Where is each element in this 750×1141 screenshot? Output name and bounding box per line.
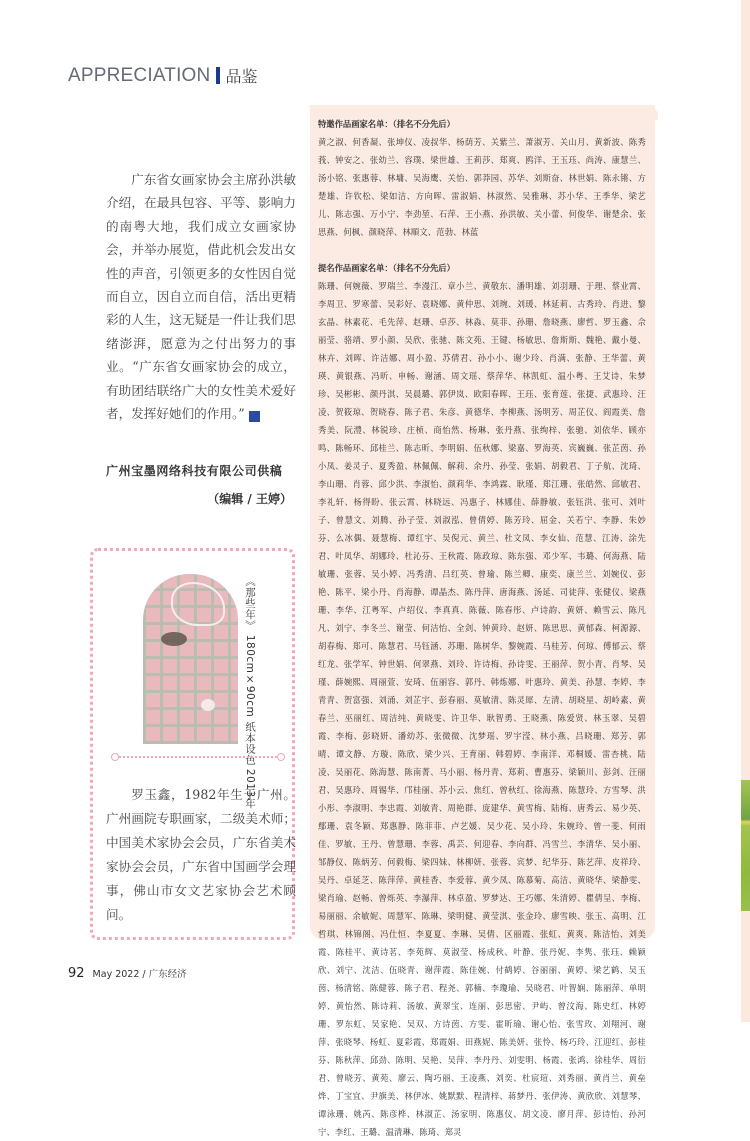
credit-block xyxy=(106,462,296,507)
artist-list-panel xyxy=(310,105,655,1137)
nominated-list-names: 陈珊、何婉薇、罗瑞兰、李漫江、章小兰、黄敬东、潘明雄、刘羽珊、于理、蔡业霄、李周卫、罗寒蕾、吴彩好、袁晓娜、黄仲思、刘琬、刘瑗、林延莉、古秀玲、肖进、黎玄晶、林素花、毛先萍、赵珊、卓莎、林淼、莫菲、孙珊、詹晓燕、廖哲、罗玉鑫、佘丽莹、骆靖、罗小颜、吴欣、张驰、陈文苑、王键、杨敏思、詹斯斯、魏艳、戴小曼、林卉、刘晖、许洁娜、周小盈、苏倩君、孙小小、谢少玲、肖满、张静、王华蕾、黄瑛、黄银燕、冯昕、申畅、谢涵、周文瑶、蔡萍华、林凯虹、温小粤、王艾诗、朱梦珍、吴彬彬、颜丹淇、吴晨璐、郭伊岚、欧阳春晖、王珏、张育莲、张捷、武惠玲、汪凌、贺筱琼、贺晓春、陈子君、朱彦、黄德华、李柳燕、汤明芳、周芷仪、阎霞美、詹秀美、阮澧、林锐珍、庄桢、商怡然、杨琳、张丹燕、张绚梓、张驰、刘依华、顾亦鸣、陈畅环、邱桂兰、陈志昕、李明娟、伍秋娜、梁嘉、罗海英、宾巍巍、张芷茵、孙小凤、姜灵子、夏秀盈、林佩佩、解莉、余丹、孙莹、张娟、胡毅君、丁子航、沈琦、李山珊、肖蓉、邱少洪、李淑怡、颜莉华、李鸿霖、耿瑾、郑江珊、张皓然、邱敏君、李礼轩、杨得盼、张云霄、林晓远、冯惠子、林娜佳、薛静敏、张钰洪、张可、刘叶子、曾慧文、刘腾、孙子莹、刘淑泓、曾倩婷、陈芳玲、屈金、关若宁、李静、朱妙芬、么冰偶、聂慧梅、谭红宇、吴倪元、黄兰、杜文凤、李女仙、范慧、江涛、涂先君、叶凤华、胡娜玲、杜沁芬、王秋霞、陈政琼、陈东强、邓少军、韦璐、何海燕、陆敏珊、张蓉、吴小婷、冯秀清、吕红英、曾瑜、陈兰卿、康奕、康兰兰、刘婉仪、彭艳、陈平、梁小丹、肖海静、谭晶杰、陈丹萍、唐海燕、汤延、司徒萍、张健仪、梁燕珊、李华、江粤军、卢绍仪、李真真、陈薇、陈春彤、卢诗韵、黄妍、赖雪云、陈凡凡、刘宁、李冬兰、谢莹、何洁怡、全剑、钟黄玲、赵妍、陈思思、黄郁森、柯源源、胡春梅、郑可、陈慧君、马钰涵、苏珊、陈树华、黎婉霞、马桂芳、何琼、傅郁云、蔡红龙、张学军、钟世娟、何翠燕、刘玲、许诗梅、孙诗雯、王丽萍、贺小青、肖琴、吴瑾、薛婉熙、周丽萱、安琦、伍丽容、郭丹、韩炼娜、叶惠玲、黄美、孙慧、李婷、李青青、贺富强、刘涌、刘芷宇、彭春丽、莫敏清、陈灵犀、左清、胡晓星、胡岭素、黄春兰、巫丽红、周洁纯、黄晓雯、许卫华、耿智勇、王晓燕、陈爱贤、林玉翠、吴碧霞、李梅、彭晓妍、潘幼苏、张微微、沈梦瑶、罗宇滢、林小燕、吕晓珊、郑芳、郭晴、谭文静、方璇、陈欣、梁少兴、王育丽、韩碧婷、李南洋、邓桐媛、雷杏桃、陆凌、吴丽花、陈海慧、陈南菁、马小丽、杨丹青、郑莉、曹惠芬、梁颖川、彭剑、汪丽君、吴惠玲、周锡华、邝桂丽、苏小云、焦红、曾秋红、徐海燕、陈慧玲、方雪琴、洪小彤、李淑明、李忠霞、刘敏青、周艳群、庞建华、黄雪梅、陆梅、唐秀云、易少英、鄢珊、袁冬颖、郑惠静、陈菲菲、卢艺媛、吴少花、吴小玲、朱婉玲、曾一斐、何雨佳、罗敏、王丹、曾慧珊、李蓉、禹芸、何迎春、李向群、冯雪兰、李清华、吴小丽、邹静仪、陈炳芳、何毅梅、梁四妹、林柳妍、张蓉、宾梦、纪华芬、陈艺萍、皮祥玲、吴丹、卓延芝、陈萍萍、黄桂香、李爱蓉、黄少凤、陈慕菊、高洁、黄晓华、梁静雯、梁肖瑜、赵畅、曾烁英、李瀑萍、林卓盈、罗梦达、王巧娜、朱清婷、瞿倩呈、李梅、易丽丽、余敏妮、周慧军、陈琳、梁明健、黄莹淇、张金玲、廖雪映、张玉、高明、江哲琪、林锦阁、冯仕恒、李夏夏、李琳、吴倩、区丽霞、张虹、黄爽、陈洁怡、刘美霞、陈桂平、黄诗茗、李苑辉、莫淑莹、杨成秋、叶静、张丹妮、李隽、张珏、赖颖欣、刘宁、沈洁、伍晓青、谢萍霞、陈佳婉、付鹤婷、谷丽丽、黄婷、梁艺鹤、吴玉茵、杨清铭、陈健蓉、陈子君、程尧、郭楠、李瓊瑜、吴晓君、叶智娴、陈丽萍、单明婷、黄怡然、陈诗莉、汤敏、黄翠宝、连丽、彭思密、尹屿、曾汶海、陈史红、林婷珊、罗东虹、吴家艳、吴双、方诗茵、方雯、霍昕瑜、谢心怡、张雪玫、刘翔河、谢萍、张晓琴、杨虹、夏彩霞、郑霞娟、田燕妮、陈美妍、张怜、杨巧玲、江迎红、彭桂芬、陈秋萍、邱劲、陈明、吴艳、吴萍、李丹丹、刘雯明、杨霞、张鸿、徐桂华、周衍君、曾晓芳、黄苑、廖云、陶巧丽、王凌燕、刘奕、杜宸瑄、刘秀丽、黄肖兰、黄垒烨、丁宝宜、尹旗美、林伊冰、姚默默、程清梓、蒋梦丹、张伊涛、黄欣欣、刘慧琴、谭泳珊、姚芮、陈彦桦、林淑芷、汤家明、陈惠仪、胡文凌、廖月萍、彭诗怡、孙河宁、李红、王璐、温清琳、陈琦、郑灵 xyxy=(318,281,646,1137)
section-header xyxy=(68,64,257,87)
intro-text: 广东省女画家协会主席孙洪敏介绍，在最具包容、平等、影响力的南粤大地，我们成立女画家协会，并举办展览，借此机会发出女性的声音，引领更多的女性因自觉而自立，因自立而自信，活出更精彩的人生，这无疑是一件让我们思绪澎湃，愿意为之付出努力的事业。“广东省女画家协会的成立，有助团结联络广大的女性美术爱好者，发挥好她们的作用。” xyxy=(106,172,296,422)
painting-figure xyxy=(161,632,187,646)
end-mark-icon: G xyxy=(249,411,260,422)
bio-text: 罗玉鑫，1982年生于广州。广州画院专职画家，二级美术师；中国美术家协会会员，广东省美术家协会会员，广东省中国画学会理事，佛山市女文艺家协会艺术顾问。 xyxy=(106,787,296,922)
page-footer xyxy=(68,966,187,981)
special-list-title: 特邀作品画家名单：（排名不分先后） xyxy=(318,119,455,129)
artist-bio xyxy=(106,783,296,927)
list-spacer xyxy=(318,241,655,259)
nominated-list-title: 提名作品画家名单：（排名不分先后） xyxy=(318,263,455,273)
section-title-en: APPRECIATION xyxy=(68,64,211,86)
page-number: 92 xyxy=(68,966,85,981)
section-tab-marker xyxy=(741,780,750,911)
issue-label: May 2022 / 广东经济 xyxy=(92,969,187,980)
editor-credit: （编辑 / 王婷） xyxy=(207,492,292,506)
painting-cat xyxy=(201,699,215,711)
frame-divider xyxy=(115,756,281,758)
supplier-credit: 广州宝墨网络科技有限公司供稿 xyxy=(106,464,283,478)
artwork-image xyxy=(143,574,238,744)
intro-paragraph xyxy=(106,168,296,425)
section-title-zh: 品鉴 xyxy=(225,67,258,86)
title-divider-bar xyxy=(216,67,220,84)
special-list-names: 黄之淑、何香凝、张坤仪、凌叔华、杨荫芳、关紫兰、萧淑芳、关山月、黄新波、陈秀莪、钟安之、张幼兰、容璞、梁世雄、王莉莎、郑爽、鸥洋、王玉珏、尚涛、康慧兰、汤小铭、张惠蓉、林墉、吴海鹰、关怡、郭莽园、苏华、刘斯奋、林世娟、陈永锵、方楚雄、许钦松、梁如洁、方向晖、雷淑娟、林淑然、吴雅琳、苏小华、王季华、梁艺儿、陈志强、万小宁、李劲堃、石萍、王小燕、孙洪敏、关小蕾、何俊华、谢楚余、张思燕、何枫、颜晓萍、林順文、范勃、林蓝 xyxy=(318,137,646,237)
artwork-caption: 《那些年》 180cm×90cm 纸本设色 2013年 xyxy=(244,576,256,809)
painting-brushwork xyxy=(171,582,225,626)
